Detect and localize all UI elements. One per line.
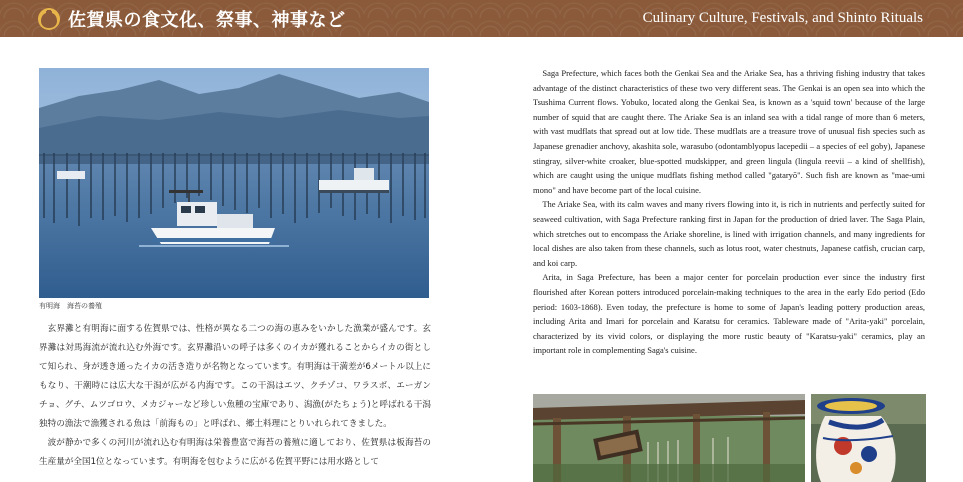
header-left — [38, 6, 346, 32]
porcelain-vase-photo — [811, 394, 926, 482]
en-paragraph: The Ariake Sea, with its calm waves and many rivers flowing into it, is rich in nutrients and perfectly suited for seaweed cultivation, with Saga Prefecture ranking first in Japan for the production of dried laver. The Saga Plain, which stretches out to encompass the Ariake shoreline, is lined with irrigation channels, and many ingredients for local dishes are also taken from these channels, such as lotus root, water chestnuts, Japanese catfish, crucian carp, and koi carp. — [533, 199, 925, 268]
jp-paragraph: 波が静かで多くの河川が流れ込む有明海は栄養豊富で海苔の養殖に適しており、佐賀県は板海苔の生産量が全国1位となっています。有明海を包むように広がる佐賀平野には用水路として — [39, 438, 431, 467]
photo-caption: 有明海 海苔の養殖 — [39, 302, 102, 310]
page-header — [0, 0, 963, 37]
seaweed-farm-photo — [39, 68, 429, 298]
english-body-text — [533, 66, 925, 358]
jar-icon — [38, 6, 60, 32]
en-paragraph: Saga Prefecture, which faces both the Genkai Sea and the Ariake Sea, has a thriving fishing industry that takes advantage of the distinct characteristics of these two very different seas. The Genkai is an open sea into which the Tsushima Current flows. Yobuko, located along the Genkai Sea, is known as a 'squid town' because of the large number of squid that are caught there. The Ariake Sea is an inland sea with a tidal range of more than 6 meters, with vast mudflats that spread out at low tide. These mudflats are a treasure trove of unusual fish species such as Japanese grenadier anchovy, akashita sole, warasubo (odontamblyopus lacepedii – a species of eel goby), Japanese stingray, silver-white croaker, blue-spotted mudskipper, and green lingula (lingula reevii – a kind of shellfish), which are caught using the unique mudflats fishing method called "gataryō". Such fish are known as "mae-umi mono" and have become part of the local cuisine. — [533, 68, 925, 195]
page-title-jp: 佐賀県の食文化、祭事、神事など — [68, 9, 346, 31]
en-paragraph: Arita, in Saga Prefecture, has been a major center for porcelain production ever since the industry first flourished after Korean potters introduced porcelain-making techniques to the area in the early Edo period (Edo period: 1603-1868). Even today, the prefecture is home to some of Japan's leading pottery production areas, including Arita and Imari for porcelain and Karatsu for ceramics. Tableware made of "Arita-yaki" porcelain, characterized by its vivid colors, or displaying the more rustic beauty of "Karatsu-yaki" ceramics, play an important role in complementing Saga's cuisine. — [533, 272, 925, 356]
japanese-body-text — [39, 320, 431, 472]
jp-paragraph: 玄界灘と有明海に面する佐賀県では、性格が異なる二つの海の恵みをいかした漁業が盛んです。玄界灘は対馬海流が流れ込む外海です。玄界灘沿いの呼子は多くのイカが獲れることからイカの街として知られ、身が透き通ったイカの活き造りが名物となっています。有明海は干満差が6メートル以上にもなり、干潮時には広大な干潟が広がる内海です。この干潟はエツ、クチゾコ、ワラスボ、エーガンチョ、グチ、ムツゴロウ、メカジャーなど珍しい魚種の宝庫であり、潟漁(がたちょう)と呼ばれる干潟独特の漁法で漁獲される魚は「前海もの」と呼ばれ、郷土料理にとりいれられてきました。 — [39, 324, 431, 429]
page-title-en: Culinary Culture, Festivals, and Shinto Rituals — [642, 10, 923, 26]
wooden-shrine-photo — [533, 394, 805, 482]
